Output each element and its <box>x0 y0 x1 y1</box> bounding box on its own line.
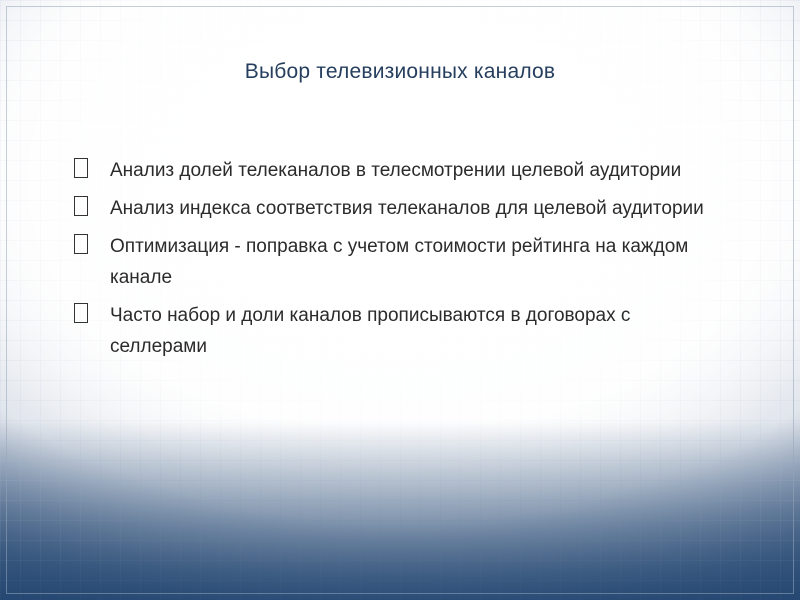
bullet-text: Анализ индекса соответствия телеканалов для целевой аудитории <box>110 198 704 219</box>
bullet-item <box>74 231 724 293</box>
bullet-text: Анализ долей телеканалов в телесмотрении целевой аудитории <box>110 160 682 181</box>
bullet-list <box>74 155 724 369</box>
bullet-item <box>74 193 724 224</box>
bullet-item <box>74 155 724 186</box>
bullet-box-icon <box>74 234 88 254</box>
bullet-box-icon <box>74 303 88 323</box>
bullet-box-icon <box>74 158 88 178</box>
bullet-text: Часто набор и доли каналов прописываются в договорах с селлерами <box>110 305 631 357</box>
bullet-text: Оптимизация - поправка с учетом стоимости рейтинга на каждом канале <box>110 236 689 288</box>
bullet-box-icon <box>74 196 88 216</box>
slide-title: Выбор телевизионных каналов <box>244 60 556 83</box>
bullet-item <box>74 300 724 362</box>
